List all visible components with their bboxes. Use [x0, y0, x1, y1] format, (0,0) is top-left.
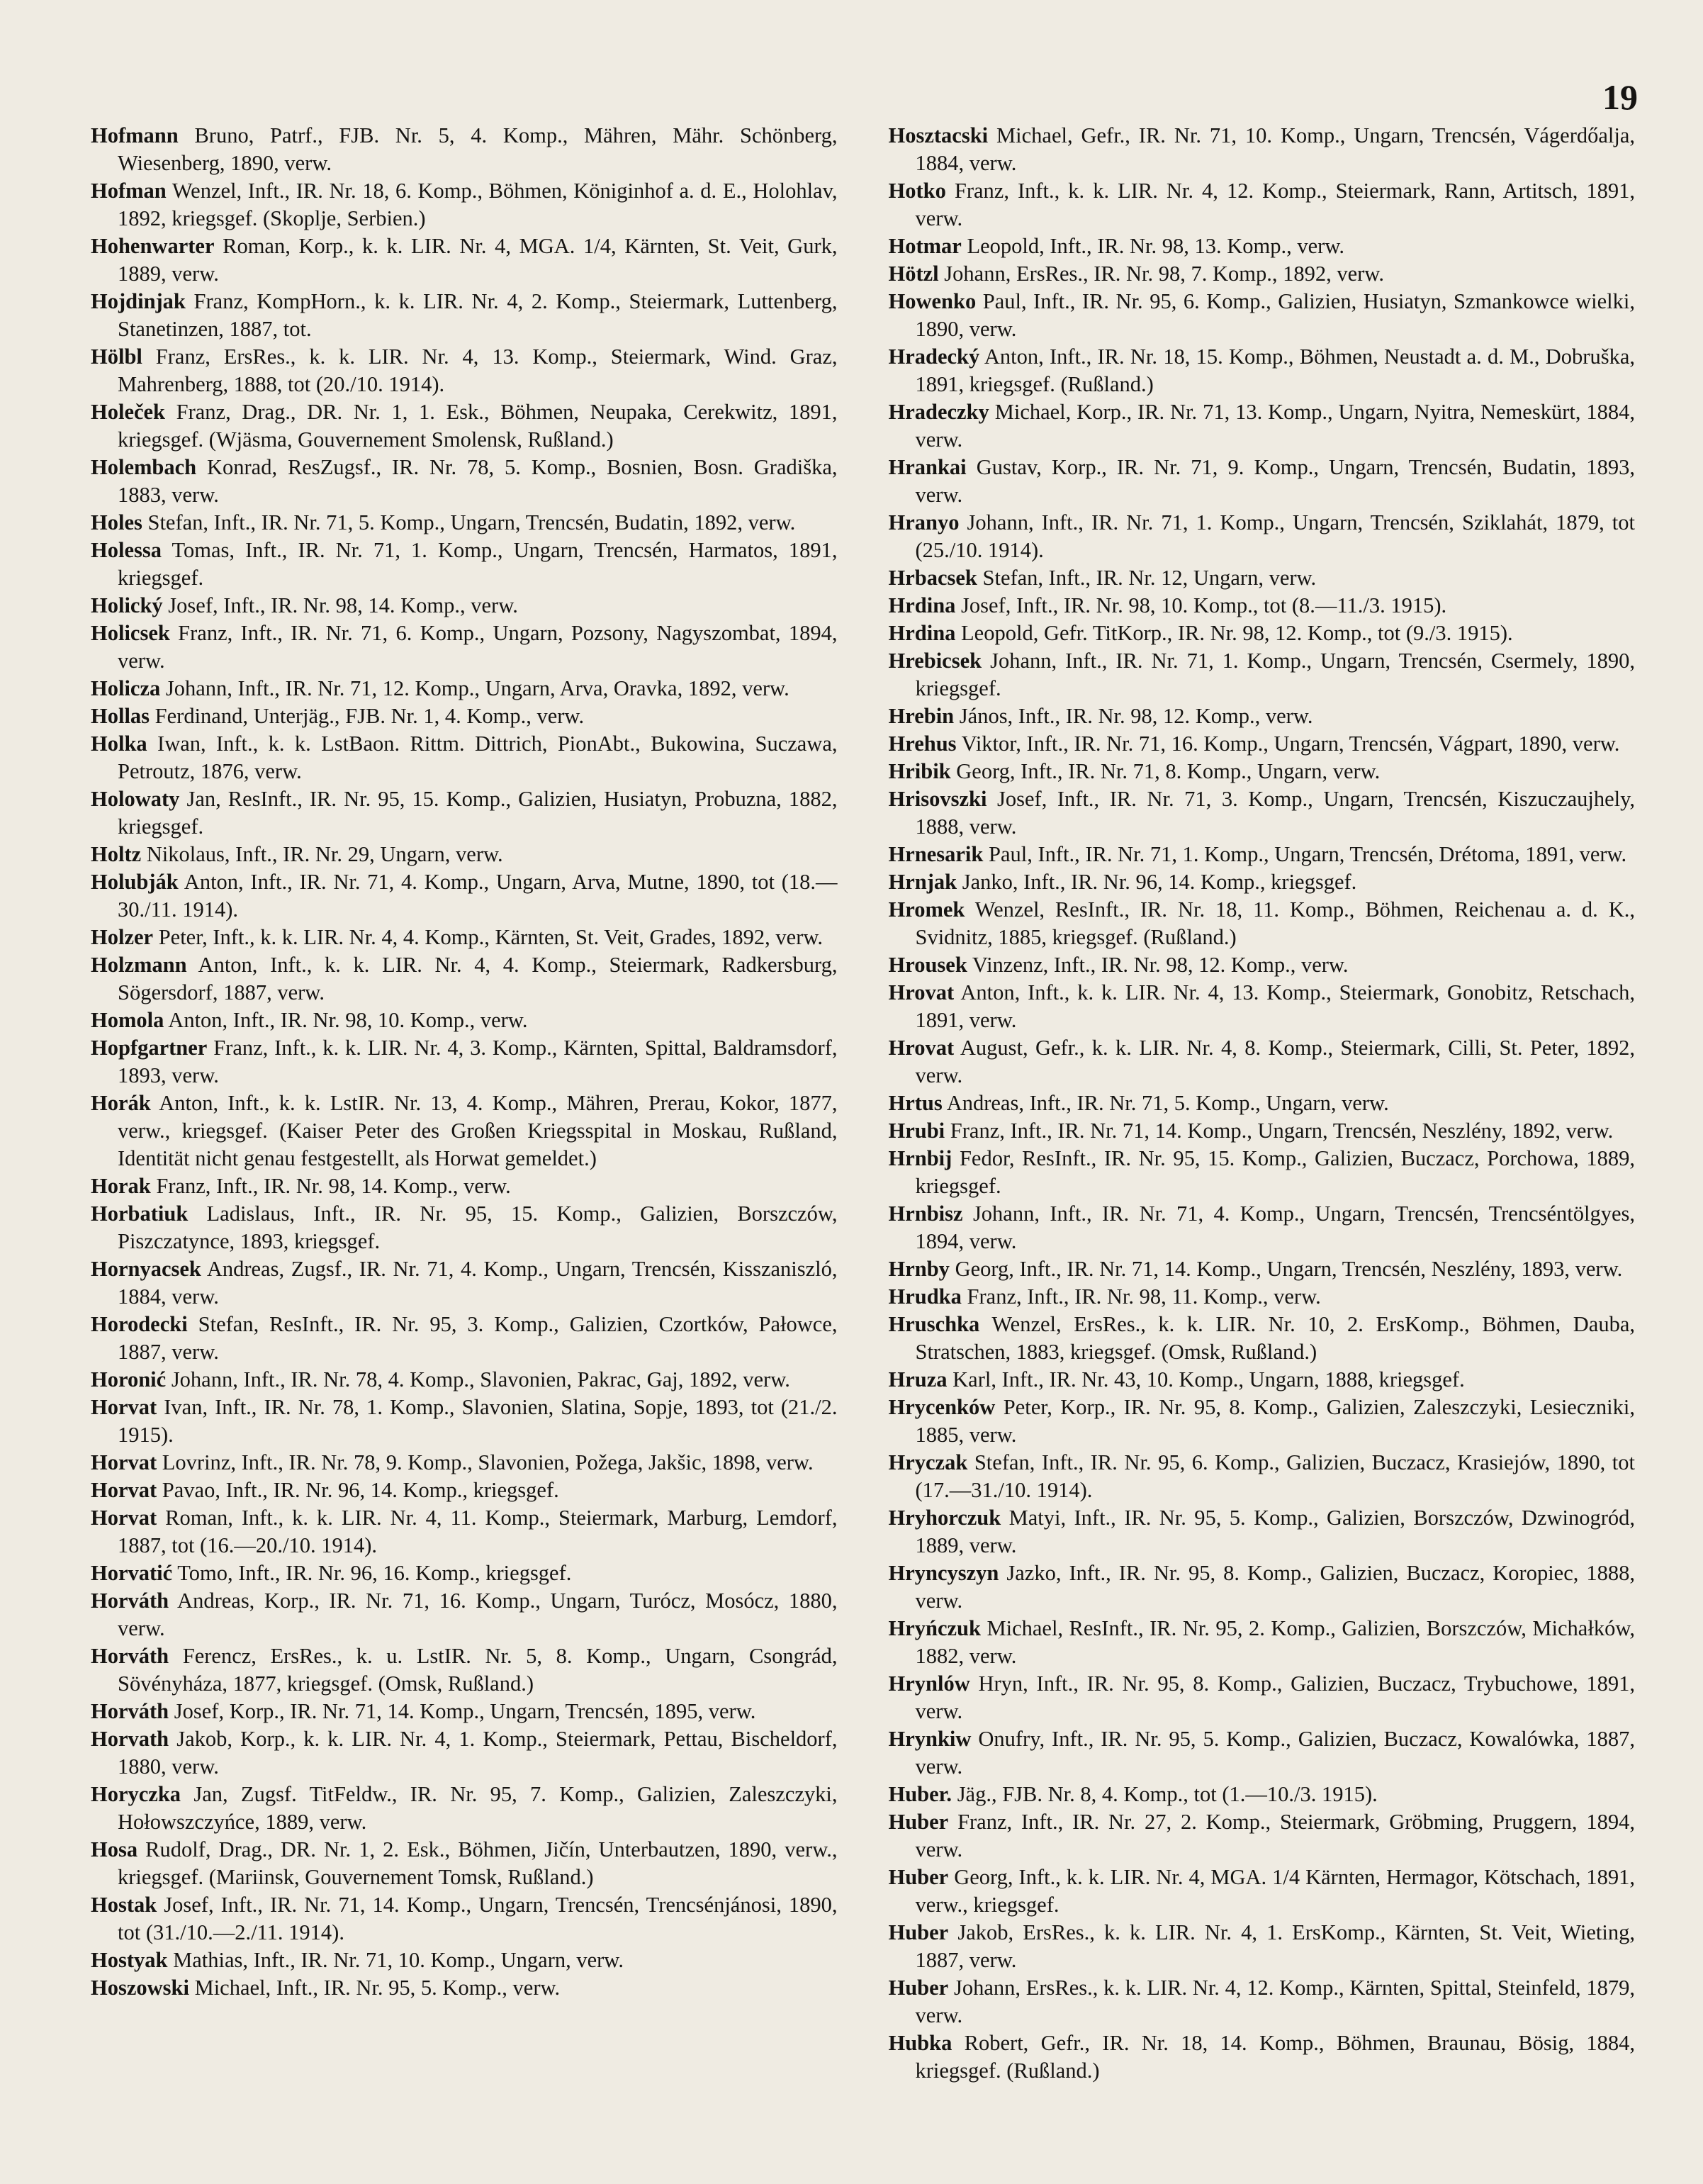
register-entry — [889, 951, 1636, 979]
register-entry — [91, 1366, 838, 1394]
entry-surname: Horváth — [91, 1699, 169, 1723]
entry-surname: Hostyak — [91, 1948, 168, 1972]
entry-details: Roman, Inft., k. k. LIR. Nr. 4, 11. Komp., Steiermark, Marburg, Lemdorf, 1887, tot (16.—20./10. 1914). — [118, 1506, 838, 1557]
entry-surname: Hornyacsek — [91, 1257, 201, 1281]
entry-surname: Hrovat — [888, 980, 955, 1004]
entry-surname: Hotmar — [888, 234, 962, 258]
entry-surname: Hrebin — [888, 704, 955, 728]
entry-surname: Hohenwarter — [91, 234, 215, 258]
entry-details: Wenzel, ResInft., IR. Nr. 18, 11. Komp., Böhmen, Reichenau a. d. K., Svidnitz, 1885, kriegsgef. (Rußland.) — [915, 897, 1635, 949]
entry-details: Jazko, Inft., IR. Nr. 95, 8. Komp., Galizien, Buczacz, Koropiec, 1888, verw. — [915, 1561, 1635, 1613]
register-entry — [889, 896, 1636, 951]
register-entry — [91, 1836, 838, 1891]
entry-surname: Hölbl — [91, 345, 142, 369]
register-entry — [889, 288, 1636, 343]
entry-surname: Hradecký — [888, 345, 980, 369]
register-entry — [889, 1034, 1636, 1090]
register-entry — [91, 924, 838, 951]
entry-details: Johann, Inft., IR. Nr. 71, 1. Komp., Ungarn, Trencsén, Csermely, 1890, kriegsgef. — [915, 649, 1635, 700]
entry-surname: Hötzl — [888, 262, 939, 286]
entry-details: Lovrinz, Inft., IR. Nr. 78, 9. Komp., Slavonien, Požega, Jakšic, 1898, verw. — [157, 1450, 814, 1474]
entry-details: Franz, Inft., IR. Nr. 71, 14. Komp., Ungarn, Trencsén, Neszlény, 1892, verw. — [945, 1119, 1614, 1143]
entry-surname: Hostak — [91, 1893, 157, 1917]
entry-surname: Hofman — [91, 179, 167, 203]
entry-surname: Holzmann — [91, 953, 187, 977]
entry-details: Gustav, Korp., IR. Nr. 71, 9. Komp., Ungarn, Trencsén, Budatin, 1893, verw. — [915, 455, 1635, 507]
entry-details: Onufry, Inft., IR. Nr. 95, 5. Komp., Galizien, Buczacz, Kowalówka, 1887, verw. — [915, 1727, 1635, 1779]
register-entry — [91, 1587, 838, 1642]
entry-surname: Hrnbisz — [888, 1202, 963, 1226]
register-entry — [889, 454, 1636, 509]
entry-details: Tomo, Inft., IR. Nr. 96, 16. Komp., kriegsgef. — [172, 1561, 572, 1585]
entry-details: Janko, Inft., IR. Nr. 96, 14. Komp., kriegsgef. — [957, 870, 1357, 894]
entry-surname: Hrycenków — [888, 1395, 996, 1419]
entry-details: Franz, Inft., IR. Nr. 71, 6. Komp., Ungarn, Pozsony, Nagyszombat, 1894, verw. — [118, 621, 838, 673]
entry-surname: Horvat — [91, 1395, 157, 1419]
entry-surname: Howenko — [888, 289, 977, 313]
entry-details: Josef, Inft., IR. Nr. 98, 10. Komp., tot (8.—11./3. 1915). — [955, 593, 1447, 617]
entry-details: Georg, Inft., IR. Nr. 71, 8. Komp., Ungarn, verw. — [950, 759, 1381, 783]
entry-details: Jakob, Korp., k. k. LIR. Nr. 4, 1. Komp., Steiermark, Pettau, Bischeldorf, 1880, verw. — [118, 1727, 838, 1779]
entry-surname: Hryhorczuk — [888, 1506, 1001, 1530]
register-entry — [91, 841, 838, 868]
register-entry — [889, 1366, 1636, 1394]
page-number: 19 — [1602, 77, 1638, 117]
register-entry — [889, 1283, 1636, 1311]
register-entry — [889, 1090, 1636, 1117]
entry-details: Jäg., FJB. Nr. 8, 4. Komp., tot (1.—10./3. 1915). — [952, 1782, 1378, 1806]
entry-surname: Hrankai — [888, 455, 967, 479]
entry-details: Johann, Inft., IR. Nr. 71, 12. Komp., Ungarn, Arva, Oravka, 1892, verw. — [160, 676, 789, 700]
register-entry — [91, 509, 838, 537]
entry-details: Georg, Inft., IR. Nr. 71, 14. Komp., Ungarn, Trencsén, Neszlény, 1893, verw. — [949, 1257, 1623, 1281]
entry-surname: Hrnesarik — [888, 842, 984, 866]
entry-details: Wenzel, Inft., IR. Nr. 18, 6. Komp., Böhmen, Königinhof a. d. E., Holohlav, 1892, kriegsgef. (Skoplje, Serbien.) — [118, 179, 838, 230]
entry-surname: Horyczka — [91, 1782, 181, 1806]
register-entry — [889, 1145, 1636, 1200]
entry-surname: Holeček — [91, 400, 166, 424]
entry-surname: Hojdinjak — [91, 289, 186, 313]
entry-details: Leopold, Gefr. TitKorp., IR. Nr. 98, 12. Komp., tot (9./3. 1915). — [955, 621, 1513, 645]
register-entry — [91, 1477, 838, 1504]
entry-surname: Horvath — [91, 1727, 169, 1751]
entry-surname: Hribik — [888, 759, 951, 783]
entry-details: Matyi, Inft., IR. Nr. 95, 5. Komp., Galizien, Borszczów, Dzwinogród, 1889, verw. — [915, 1506, 1635, 1557]
entry-surname: Hrynlów — [888, 1671, 970, 1696]
register-entry — [889, 1864, 1636, 1919]
register-entry — [91, 592, 838, 620]
entry-details: Josef, Inft., IR. Nr. 71, 14. Komp., Ungarn, Trencsén, Trencsénjánosi, 1890, tot (31./10.—2./11. 1914). — [118, 1893, 838, 1944]
register-entry — [889, 592, 1636, 620]
register-columns — [91, 122, 1635, 2156]
register-entry — [91, 675, 838, 702]
register-entry — [889, 1974, 1636, 2029]
register-entry — [91, 1504, 838, 1559]
entry-details: Konrad, ResZugsf., IR. Nr. 78, 5. Komp., Bosnien, Bosn. Gradiška, 1883, verw. — [118, 455, 838, 507]
entry-surname: Hosa — [91, 1837, 138, 1861]
entry-surname: Hotko — [888, 179, 946, 203]
entry-surname: Hrovat — [888, 1036, 955, 1060]
entry-surname: Hrdina — [888, 593, 956, 617]
entry-surname: Holicza — [91, 676, 161, 700]
entry-surname: Horodecki — [91, 1312, 188, 1336]
register-entry — [91, 1311, 838, 1366]
register-entry — [889, 620, 1636, 647]
register-entry — [889, 1919, 1636, 1974]
register-entry — [91, 398, 838, 454]
entry-surname: Hopfgartner — [91, 1036, 208, 1060]
entry-surname: Hranyo — [888, 510, 960, 534]
entry-surname: Huber. — [888, 1782, 952, 1806]
entry-details: Anton, Inft., k. k. LstIR. Nr. 13, 4. Komp., Mähren, Prerau, Kokor, 1877, verw., kriegsgef. (Kaiser Peter des Großen Kriegsspital in Moskau, Rußland, Identität nicht genau festgestellt, als Horwat gemeldet.) — [118, 1091, 838, 1170]
register-entry — [91, 1007, 838, 1034]
register-entry — [91, 1394, 838, 1449]
entry-details: Tomas, Inft., IR. Nr. 71, 1. Komp., Ungarn, Trencsén, Harmatos, 1891, kriegsgef. — [118, 538, 838, 590]
register-entry — [889, 979, 1636, 1034]
entry-details: Jan, ResInft., IR. Nr. 95, 15. Komp., Galizien, Husiatyn, Probuzna, 1882, kriegsgef. — [118, 787, 838, 839]
register-entry — [889, 177, 1636, 233]
register-entry — [91, 1974, 838, 2002]
register-entry — [91, 702, 838, 730]
entry-details: Stefan, Inft., IR. Nr. 12, Ungarn, verw. — [977, 566, 1317, 590]
entry-details: Anton, Inft., IR. Nr. 98, 10. Komp., verw. — [164, 1008, 528, 1032]
entry-surname: Holes — [91, 510, 142, 534]
entry-details: Fedor, ResInft., IR. Nr. 95, 15. Komp., Galizien, Buczacz, Porchowa, 1889, kriegsgef. — [915, 1146, 1635, 1198]
register-entry — [91, 1725, 838, 1781]
register-entry — [889, 1255, 1636, 1283]
entry-surname: Hrisovszki — [888, 787, 987, 811]
register-entry — [91, 288, 838, 343]
register-entry — [889, 260, 1636, 288]
entry-details: Stefan, Inft., IR. Nr. 95, 6. Komp., Galizien, Buczacz, Krasiejów, 1890, tot (17.—31./10. 1914). — [915, 1450, 1635, 1502]
register-entry — [889, 1449, 1636, 1504]
entry-surname: Horvat — [91, 1506, 157, 1530]
entry-details: Franz, Inft., IR. Nr. 98, 11. Komp., verw. — [961, 1284, 1321, 1309]
register-entry — [889, 343, 1636, 398]
entry-surname: Homola — [91, 1008, 164, 1032]
register-entry — [889, 398, 1636, 454]
entry-details: Josef, Inft., IR. Nr. 98, 14. Komp., verw. — [162, 593, 518, 617]
entry-surname: Huber — [888, 1976, 949, 2000]
entry-surname: Holzer — [91, 925, 154, 949]
register-entry — [889, 1311, 1636, 1366]
entry-surname: Hrnjak — [888, 870, 957, 894]
entry-details: Anton, Inft., IR. Nr. 71, 4. Komp., Ungarn, Arva, Mutne, 1890, tot (18.—30./11. 1914). — [118, 870, 838, 922]
entry-surname: Horonić — [91, 1367, 167, 1391]
entry-surname: Hrtus — [888, 1091, 943, 1115]
entry-surname: Hrnby — [888, 1257, 950, 1281]
entry-surname: Hollas — [91, 704, 150, 728]
register-entry — [889, 2029, 1636, 2085]
entry-surname: Huber — [888, 1920, 949, 1944]
entry-surname: Hrehus — [888, 732, 957, 756]
register-entry — [91, 122, 838, 177]
entry-surname: Hoszowski — [91, 1976, 189, 2000]
entry-surname: Hruschka — [888, 1312, 980, 1336]
register-entry — [91, 1449, 838, 1477]
register-entry — [889, 1117, 1636, 1145]
entry-details: Mathias, Inft., IR. Nr. 71, 10. Komp., Ungarn, verw. — [167, 1948, 624, 1972]
entry-details: Johann, Inft., IR. Nr. 71, 4. Komp., Ungarn, Trencsén, Trencséntölgyes, 1894, verw. — [915, 1202, 1635, 1253]
entry-details: Vinzenz, Inft., IR. Nr. 98, 12. Komp., verw. — [967, 953, 1349, 977]
entry-surname: Hosztacski — [888, 123, 989, 147]
entry-details: Hryn, Inft., IR. Nr. 95, 8. Komp., Galizien, Buczacz, Trybuchowe, 1891, verw. — [915, 1671, 1635, 1723]
entry-surname: Hrdina — [888, 621, 956, 645]
entry-surname: Holembach — [91, 455, 197, 479]
entry-details: Paul, Inft., IR. Nr. 95, 6. Komp., Galizien, Husiatyn, Szmankowce wielki, 1890, verw. — [915, 289, 1635, 341]
register-entry — [889, 1504, 1636, 1559]
entry-details: Franz, Inft., IR. Nr. 98, 14. Komp., verw. — [150, 1174, 511, 1198]
entry-details: Anton, Inft., k. k. LIR. Nr. 4, 4. Komp., Steiermark, Radkersburg, Sögersdorf, 1887, verw. — [118, 953, 838, 1004]
register-entry — [91, 620, 838, 675]
entry-details: Franz, Drag., DR. Nr. 1, 1. Esk., Böhmen, Neupaka, Cerekwitz, 1891, kriegsgef. (Wjäsma, Gouvernement Smolensk, Rußland.) — [118, 400, 838, 452]
entry-details: Jakob, ErsRes., k. k. LIR. Nr. 4, 1. ErsKomp., Kärnten, St. Veit, Wieting, 1887, verw. — [915, 1920, 1635, 1972]
entry-details: Georg, Inft., k. k. LIR. Nr. 4, MGA. 1/4 Kärnten, Hermagor, Kötschach, 1891, verw., kriegsgef. — [915, 1865, 1635, 1917]
entry-surname: Huber — [888, 1810, 949, 1834]
entry-details: Michael, Inft., IR. Nr. 95, 5. Komp., verw. — [189, 1976, 561, 2000]
entry-surname: Horbatiuk — [91, 1202, 189, 1226]
entry-details: Robert, Gefr., IR. Nr. 18, 14. Komp., Böhmen, Braunau, Bösig, 1884, kriegsgef. (Rußland.) — [915, 2031, 1635, 2083]
register-entry — [91, 177, 838, 233]
register-entry — [889, 1394, 1636, 1449]
register-entry — [889, 1200, 1636, 1255]
register-entry — [889, 1781, 1636, 1808]
entry-surname: Hryńczuk — [888, 1616, 981, 1640]
register-entry — [91, 1642, 838, 1698]
register-entry — [91, 1034, 838, 1090]
entry-surname: Horvatić — [91, 1561, 173, 1585]
entry-details: Rudolf, Drag., DR. Nr. 1, 2. Esk., Böhmen, Jičín, Unterbautzen, 1890, verw., kriegsgef. (Mariinsk, Gouvernement Tomsk, Rußland.) — [118, 1837, 838, 1889]
entry-details: Viktor, Inft., IR. Nr. 71, 16. Komp., Ungarn, Trencsén, Vágpart, 1890, verw. — [956, 732, 1620, 756]
entry-details: Michael, ResInft., IR. Nr. 95, 2. Komp., Galizien, Borszczów, Michałków, 1882, verw. — [915, 1616, 1635, 1668]
entry-details: Franz, Inft., k. k. LIR. Nr. 4, 3. Komp., Kärnten, Spittal, Baldramsdorf, 1893, verw. — [118, 1036, 838, 1087]
entry-details: Michael, Korp., IR. Nr. 71, 13. Komp., Ungarn, Nyitra, Nemeskürt, 1884, verw. — [915, 400, 1635, 452]
entry-surname: Hryncyszyn — [888, 1561, 999, 1585]
register-entry — [889, 785, 1636, 841]
register-entry — [889, 1559, 1636, 1615]
register-entry — [91, 1891, 838, 1947]
entry-surname: Hromek — [888, 897, 965, 922]
register-entry — [889, 868, 1636, 896]
register-entry — [889, 841, 1636, 868]
register-entry — [889, 564, 1636, 592]
entry-details: Stefan, Inft., IR. Nr. 71, 5. Komp., Ungarn, Trencsén, Budatin, 1892, verw. — [142, 510, 796, 534]
entry-details: Anton, Inft., k. k. LIR. Nr. 4, 13. Komp., Steiermark, Gonobitz, Retschach, 1891, verw. — [915, 980, 1635, 1032]
entry-details: Wenzel, ErsRes., k. k. LIR. Nr. 10, 2. ErsKomp., Böhmen, Dauba, Stratschen, 1883, kriegsgef. (Omsk, Rußland.) — [915, 1312, 1635, 1364]
register-entry — [91, 1947, 838, 1974]
register-entry — [889, 702, 1636, 730]
entry-surname: Holický — [91, 593, 163, 617]
register-entry — [889, 233, 1636, 260]
register-entry — [889, 1808, 1636, 1864]
entry-surname: Hubka — [888, 2031, 952, 2055]
entry-surname: Horváth — [91, 1589, 169, 1613]
entry-details: Michael, Gefr., IR. Nr. 71, 10. Komp., Ungarn, Trencsén, Vágerdőalja, 1884, verw. — [915, 123, 1635, 175]
entry-surname: Hrbacsek — [888, 566, 977, 590]
entry-details: Iwan, Inft., k. k. LstBaon. Rittm. Dittrich, PionAbt., Bukowina, Suczawa, Petroutz, 1876, verw. — [118, 732, 838, 783]
register-entry — [91, 1781, 838, 1836]
register-entry — [889, 730, 1636, 758]
entry-surname: Hrudka — [888, 1284, 962, 1309]
register-entry — [91, 1090, 838, 1172]
right-column — [889, 122, 1636, 2156]
register-entry — [91, 233, 838, 288]
entry-details: Johann, Inft., IR. Nr. 78, 4. Komp., Slavonien, Pakrac, Gaj, 1892, verw. — [166, 1367, 790, 1391]
register-entry — [889, 122, 1636, 177]
entry-surname: Hrubi — [888, 1119, 945, 1143]
entry-surname: Huber — [888, 1865, 949, 1889]
entry-details: Andreas, Inft., IR. Nr. 71, 5. Komp., Ungarn, verw. — [942, 1091, 1389, 1115]
left-column — [91, 122, 838, 2156]
register-entry — [889, 1670, 1636, 1725]
register-entry — [889, 758, 1636, 785]
entry-surname: Horváth — [91, 1644, 169, 1668]
entry-surname: Hryczak — [888, 1450, 968, 1474]
register-entry — [91, 868, 838, 924]
entry-details: Nikolaus, Inft., IR. Nr. 29, Ungarn, verw. — [141, 842, 503, 866]
entry-surname: Hrnbij — [888, 1146, 952, 1170]
entry-details: Johann, Inft., IR. Nr. 71, 1. Komp., Ungarn, Trencsén, Sziklahát, 1879, tot (25./10. 1914). — [915, 510, 1635, 562]
register-entry — [889, 1725, 1636, 1781]
entry-surname: Holicsek — [91, 621, 170, 645]
entry-details: Pavao, Inft., IR. Nr. 96, 14. Komp., kriegsgef. — [157, 1478, 559, 1502]
entry-surname: Hrebicsek — [888, 649, 982, 673]
entry-surname: Holubják — [91, 870, 179, 894]
entry-details: Ferencz, ErsRes., k. u. LstIR. Nr. 5, 8. Komp., Ungarn, Csongrád, Sövényháza, 1877, kriegsgef. (Omsk, Rußland.) — [118, 1644, 838, 1696]
entry-surname: Hofmann — [91, 123, 179, 147]
register-entry — [889, 1615, 1636, 1670]
entry-details: Roman, Korp., k. k. LIR. Nr. 4, MGA. 1/4, Kärnten, St. Veit, Gurk, 1889, verw. — [118, 234, 838, 286]
entry-details: Franz, Inft., IR. Nr. 27, 2. Komp., Steiermark, Gröbming, Pruggern, 1894, verw. — [915, 1810, 1635, 1861]
entry-details: Andreas, Zugsf., IR. Nr. 71, 4. Komp., Ungarn, Trencsén, Kisszaniszló, 1884, verw. — [118, 1257, 838, 1309]
entry-details: August, Gefr., k. k. LIR. Nr. 4, 8. Komp., Steiermark, Cilli, St. Peter, 1892, verw. — [915, 1036, 1635, 1087]
register-entry — [889, 509, 1636, 564]
entry-surname: Holowaty — [91, 787, 180, 811]
entry-surname: Horvat — [91, 1478, 157, 1502]
entry-details: Stefan, ResInft., IR. Nr. 95, 3. Komp., Galizien, Czortków, Pałowce, 1887, verw. — [118, 1312, 838, 1364]
register-entry — [91, 1559, 838, 1587]
entry-surname: Holessa — [91, 538, 162, 562]
entry-details: Franz, Inft., k. k. LIR. Nr. 4, 12. Komp., Steiermark, Rann, Artitsch, 1891, verw. — [915, 179, 1635, 230]
entry-details: Leopold, Inft., IR. Nr. 98, 13. Komp., verw. — [961, 234, 1344, 258]
entry-details: Josef, Korp., IR. Nr. 71, 14. Komp., Ungarn, Trencsén, 1895, verw. — [169, 1699, 756, 1723]
register-entry — [91, 1200, 838, 1255]
entry-surname: Holka — [91, 732, 147, 756]
entry-surname: Horvat — [91, 1450, 157, 1474]
register-entry — [91, 1172, 838, 1200]
entry-details: Johann, ErsRes., k. k. LIR. Nr. 4, 12. Komp., Kärnten, Spittal, Steinfeld, 1879, verw. — [915, 1976, 1635, 2027]
entry-surname: Horák — [91, 1091, 151, 1115]
entry-surname: Holtz — [91, 842, 142, 866]
register-entry — [91, 730, 838, 785]
entry-details: Franz, ErsRes., k. k. LIR. Nr. 4, 13. Komp., Steiermark, Wind. Graz, Mahrenberg, 1888, tot (20./10. 1914). — [118, 345, 838, 396]
register-entry — [91, 537, 838, 592]
entry-details: Ladislaus, Inft., IR. Nr. 95, 15. Komp., Galizien, Borszczów, Piszczatynce, 1893, kriegsgef. — [118, 1202, 838, 1253]
entry-details: Andreas, Korp., IR. Nr. 71, 16. Komp., Ungarn, Turócz, Mosócz, 1880, verw. — [118, 1589, 838, 1640]
entry-details: Anton, Inft., IR. Nr. 18, 15. Komp., Böhmen, Neustadt a. d. M., Dobruška, 1891, kriegsgef. (Rußland.) — [915, 345, 1635, 396]
register-entry — [91, 343, 838, 398]
entry-surname: Hradeczky — [888, 400, 989, 424]
entry-surname: Hrynkiw — [888, 1727, 972, 1751]
entry-details: Bruno, Patrf., FJB. Nr. 5, 4. Komp., Mähren, Mähr. Schönberg, Wiesenberg, 1890, verw. — [118, 123, 838, 175]
entry-details: Peter, Korp., IR. Nr. 95, 8. Komp., Galizien, Zaleszczyki, Lesieczniki, 1885, verw. — [915, 1395, 1635, 1447]
entry-details: Ferdinand, Unterjäg., FJB. Nr. 1, 4. Komp., verw. — [150, 704, 585, 728]
entry-details: Karl, Inft., IR. Nr. 43, 10. Komp., Ungarn, 1888, kriegsgef. — [947, 1367, 1465, 1391]
entry-surname: Hruza — [888, 1367, 948, 1391]
register-entry — [91, 785, 838, 841]
register-entry — [91, 1698, 838, 1725]
entry-details: Franz, KompHorn., k. k. LIR. Nr. 4, 2. Komp., Steiermark, Luttenberg, Stanetinzen, 1887, tot. — [118, 289, 838, 341]
register-entry — [91, 454, 838, 509]
entry-details: Josef, Inft., IR. Nr. 71, 3. Komp., Ungarn, Trencsén, Kiszuczaujhely, 1888, verw. — [915, 787, 1635, 839]
register-entry — [91, 951, 838, 1007]
entry-details: Peter, Inft., k. k. LIR. Nr. 4, 4. Komp., Kärnten, St. Veit, Grades, 1892, verw. — [153, 925, 824, 949]
entry-details: Paul, Inft., IR. Nr. 71, 1. Komp., Ungarn, Trencsén, Drétoma, 1891, verw. — [983, 842, 1627, 866]
entry-surname: Hrousek — [888, 953, 967, 977]
register-entry — [889, 647, 1636, 702]
entry-details: János, Inft., IR. Nr. 98, 12. Komp., verw. — [954, 704, 1313, 728]
entry-details: Ivan, Inft., IR. Nr. 78, 1. Komp., Slavonien, Slatina, Sopje, 1893, tot (21./2. 1915). — [118, 1395, 838, 1447]
register-entry — [91, 1255, 838, 1311]
entry-details: Jan, Zugsf. TitFeldw., IR. Nr. 95, 7. Komp., Galizien, Zaleszczyki, Hołowszczyńce, 1889, verw. — [118, 1782, 838, 1834]
entry-surname: Horak — [91, 1174, 151, 1198]
entry-details: Johann, ErsRes., IR. Nr. 98, 7. Komp., 1892, verw. — [938, 262, 1384, 286]
